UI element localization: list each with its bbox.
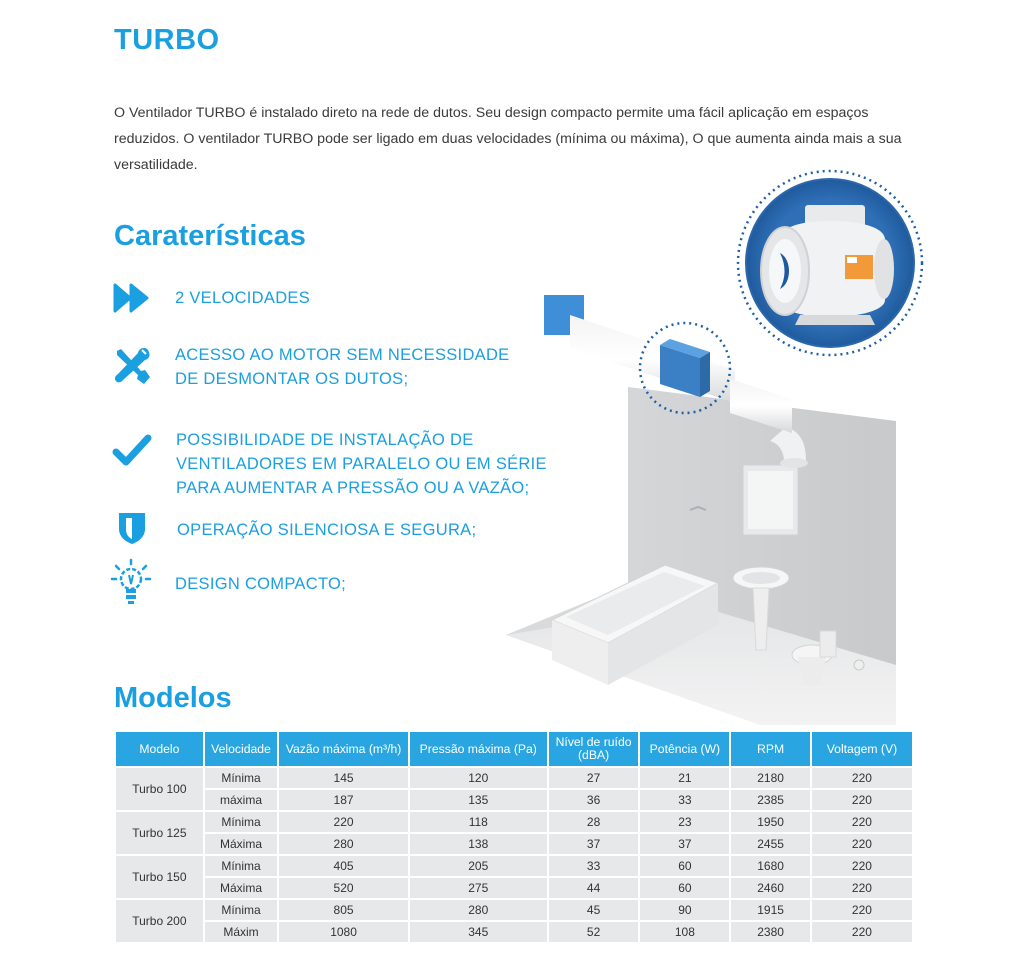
table-cell: 187 [279, 790, 408, 810]
table-cell: 2460 [731, 878, 810, 898]
table-cell: Máxim [205, 922, 277, 942]
table-header-row [116, 732, 912, 766]
shield-icon [117, 511, 147, 550]
table-row [116, 900, 912, 920]
table-row [116, 812, 912, 832]
table-cell: 220 [812, 790, 912, 810]
table-cell: 805 [279, 900, 408, 920]
bathroom-installation-illustration [500, 165, 960, 735]
table-cell: 220 [812, 922, 912, 942]
table-cell: 220 [812, 812, 912, 832]
feature-parallel-series: POSSIBILIDADE DE INSTALAÇÃO DE VENTILADORES EM PARALELO OU EM SÉRIE PARA AUMENTAR A PRESSÃO OU A VAZÃO; [176, 431, 547, 497]
table-cell: Máxima [205, 878, 277, 898]
table-cell: 145 [279, 768, 408, 788]
table-cell: 23 [640, 812, 729, 832]
intro-paragraph: O Ventilador TURBO é instalado direto na rede de dutos. Seu design compacto permite uma fácil aplicação em espaços reduzidos. O ventilador TURBO pode ser ligado em duas velocidades (mínima ou máxima), O que aumenta ainda mais a sua versatilidade. [114, 105, 902, 173]
table-cell: 2180 [731, 768, 810, 788]
table-cell: 118 [410, 812, 547, 832]
table-cell: 60 [640, 878, 729, 898]
table-row [116, 856, 912, 876]
table-cell: 45 [549, 900, 639, 920]
table-cell: 2385 [731, 790, 810, 810]
column-header: Vazão máxima (m³/h) [279, 732, 408, 766]
table-cell: 27 [549, 768, 639, 788]
table-cell: 520 [279, 878, 408, 898]
table-row [116, 878, 912, 898]
table-cell: 345 [410, 922, 547, 942]
feature-compact-design: DESIGN COMPACTO; [175, 575, 347, 593]
column-header: Pressão máxima (Pa) [410, 732, 547, 766]
table-cell: 405 [279, 856, 408, 876]
model-name-cell: Turbo 200 [116, 900, 203, 942]
table-cell: 37 [549, 834, 639, 854]
table-cell: Máxima [205, 834, 277, 854]
table-cell: máxima [205, 790, 277, 810]
feature-motor-access: ACESSO AO MOTOR SEM NECESSIDADE DE DESMONTAR OS DUTOS; [175, 346, 510, 388]
table-cell: 1680 [731, 856, 810, 876]
table-cell: 21 [640, 768, 729, 788]
table-cell: 138 [410, 834, 547, 854]
table-cell: 33 [549, 856, 639, 876]
column-header: Potência (W) [640, 732, 729, 766]
table-cell: Mínima [205, 768, 277, 788]
table-cell: 108 [640, 922, 729, 942]
table-cell: 220 [812, 900, 912, 920]
table-cell: 2380 [731, 922, 810, 942]
table-cell: 220 [812, 834, 912, 854]
table-cell: Mínima [205, 812, 277, 832]
table-cell: 60 [640, 856, 729, 876]
table-cell: 205 [410, 856, 547, 876]
table-cell: 36 [549, 790, 639, 810]
table-cell: 2455 [731, 834, 810, 854]
table-cell: 120 [410, 768, 547, 788]
table-cell: 1915 [731, 900, 810, 920]
page-title: TURBO [114, 24, 220, 56]
table-row [116, 834, 912, 854]
column-header: Modelo [116, 732, 203, 766]
model-name-cell: Turbo 150 [116, 856, 203, 898]
table-cell: Mínima [205, 856, 277, 876]
table-row [116, 922, 912, 942]
checkmark-icon [112, 433, 152, 474]
model-name-cell: Turbo 100 [116, 768, 203, 810]
table-cell: 33 [640, 790, 729, 810]
models-table [114, 730, 912, 944]
models-heading: Modelos [114, 682, 232, 714]
table-cell: 1080 [279, 922, 408, 942]
table-cell: 44 [549, 878, 639, 898]
table-cell: 90 [640, 900, 729, 920]
table-cell: 1950 [731, 812, 810, 832]
fast-forward-icon [113, 282, 151, 319]
table-cell: Mínima [205, 900, 277, 920]
features-heading: Caraterísticas [114, 220, 306, 252]
table-cell: 220 [279, 812, 408, 832]
table-cell: 220 [812, 856, 912, 876]
table-cell: 220 [812, 878, 912, 898]
tools-icon [111, 345, 153, 392]
table-cell: 220 [812, 768, 912, 788]
table-cell: 275 [410, 878, 547, 898]
table-cell: 280 [410, 900, 547, 920]
table-cell: 28 [549, 812, 639, 832]
model-name-cell: Turbo 125 [116, 812, 203, 854]
lightbulb-icon [110, 558, 152, 615]
column-header: Voltagem (V) [812, 732, 912, 766]
table-cell: 37 [640, 834, 729, 854]
table-cell: 280 [279, 834, 408, 854]
table-cell: 135 [410, 790, 547, 810]
feature-two-speeds: 2 VELOCIDADES [175, 289, 311, 307]
column-header: Velocidade [205, 732, 277, 766]
table-cell: 52 [549, 922, 639, 942]
column-header: RPM [731, 732, 810, 766]
feature-silent-safe: OPERAÇÃO SILENCIOSA E SEGURA; [177, 521, 477, 539]
column-header: Nível de ruído (dBA) [549, 732, 639, 766]
table-row [116, 768, 912, 788]
table-row [116, 790, 912, 810]
